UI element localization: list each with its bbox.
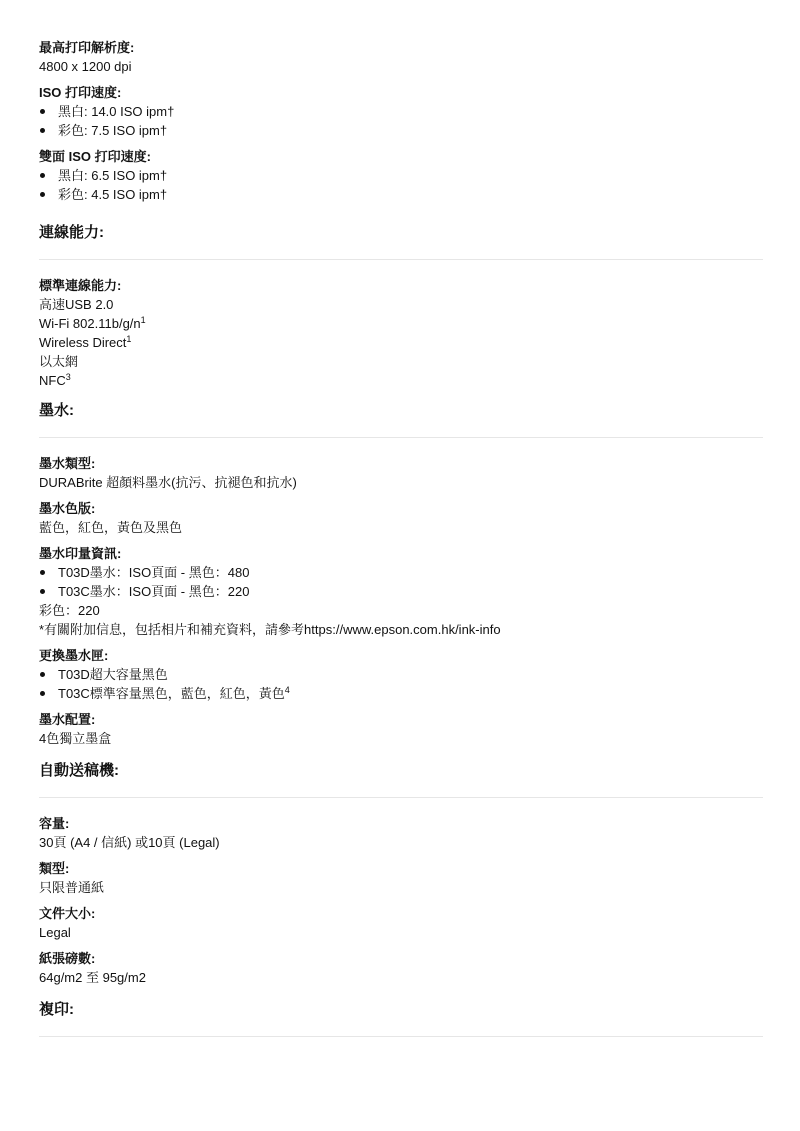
standard-connectivity-spec bbox=[39, 276, 763, 390]
ink-replacement-t03c: T03C標準容量黑色，藍色，紅色，黃色$^4$ bbox=[39, 684, 763, 703]
duplex-speed-spec bbox=[39, 147, 763, 204]
adf-type-spec bbox=[39, 859, 763, 897]
connectivity-wireless-direct: Wireless Direct$^1$ bbox=[39, 334, 132, 350]
adf-paper-weight-label: 紙張磅數: bbox=[39, 951, 96, 966]
adf-type-label: 類型: bbox=[39, 861, 70, 876]
ink-yield-t03d: T03D墨水：ISO頁面 - 黑色：480 bbox=[39, 563, 763, 582]
ink-yield-note: *有關附加信息，包括相片和補充資料，請參考https://www.epson.com.hk/ink-info bbox=[39, 622, 501, 637]
section-divider bbox=[39, 1036, 763, 1037]
adf-paper-weight-value: 64g/m2 至 95g/m2 bbox=[39, 970, 146, 985]
adf-type-value: 只限普通紙 bbox=[39, 880, 105, 895]
section-divider bbox=[39, 797, 763, 798]
adf-doc-size-label: 文件大小: bbox=[39, 906, 96, 921]
spec-sheet bbox=[39, 38, 763, 1053]
section-divider bbox=[39, 259, 763, 260]
iso-speed-label: ISO 打印速度: bbox=[39, 85, 122, 100]
footnote-marker: 3 bbox=[65, 372, 71, 382]
ink-yield-list bbox=[39, 563, 763, 601]
connectivity-nfc: NFC$^3$ bbox=[39, 372, 71, 388]
connectivity-ethernet: 以太網 bbox=[39, 354, 79, 369]
connectivity-wifi: Wi-Fi $802.11b/g/n^1$ bbox=[39, 315, 146, 331]
max-resolution-spec bbox=[39, 38, 763, 76]
footnote-marker: 1 bbox=[126, 334, 132, 344]
adf-capacity-spec bbox=[39, 814, 763, 852]
ink-yield-spec bbox=[39, 544, 763, 639]
ink-yield-label: 墨水印量資訊: bbox=[39, 546, 122, 561]
ink-config-label: 墨水配置: bbox=[39, 712, 96, 727]
ink-replacement-list bbox=[39, 665, 763, 703]
ink-colors-value: 藍色，紅色，黃色及黑色 bbox=[39, 520, 183, 535]
ink-type-value: DURABrite 超顏料墨水(抗污、抗褪色和抗水) bbox=[39, 475, 297, 490]
section-title-connectivity: 連線能力: bbox=[39, 224, 104, 241]
connectivity-usb: 高速USB 2.0 bbox=[39, 297, 114, 312]
section-title-adf: 自動送稿機: bbox=[39, 762, 119, 779]
duplex-speed-color: 彩色: 4.5 ISO ipm† bbox=[39, 185, 763, 204]
standard-connectivity-label: 標準連線能力: bbox=[39, 278, 122, 293]
duplex-speed-label: 雙面 ISO 打印速度: bbox=[39, 149, 151, 164]
max-resolution-label: 最高打印解析度: bbox=[39, 40, 135, 55]
ink-type-label: 墨水類型: bbox=[39, 456, 96, 471]
ink-type-spec bbox=[39, 454, 763, 492]
ink-yield-t03c: T03C墨水：ISO頁面 - 黑色：220 bbox=[39, 582, 763, 601]
footnote-marker: 1 bbox=[140, 315, 146, 325]
iso-speed-color: 彩色: 7.5 ISO ipm† bbox=[39, 121, 763, 140]
iso-speed-spec bbox=[39, 83, 763, 140]
adf-capacity-label: 容量: bbox=[39, 816, 70, 831]
ink-yield-color: 彩色：220 bbox=[39, 603, 100, 618]
ink-colors-spec bbox=[39, 499, 763, 537]
section-title-ink: 墨水: bbox=[39, 402, 74, 419]
ink-config-spec bbox=[39, 710, 763, 748]
ink-config-value: 4色獨立墨盒 bbox=[39, 731, 112, 746]
section-divider bbox=[39, 437, 763, 438]
adf-paper-weight-spec bbox=[39, 949, 763, 987]
adf-doc-size-spec bbox=[39, 904, 763, 942]
ink-replacement-label: 更換墨水匣: bbox=[39, 648, 109, 663]
footnote-marker: 4 bbox=[284, 685, 290, 695]
duplex-speed-list bbox=[39, 166, 763, 204]
section-title-copy: 複印: bbox=[39, 1001, 74, 1018]
iso-speed-mono: 黑白: 14.0 ISO ipm† bbox=[39, 102, 763, 121]
adf-capacity-value: 30頁 (A4 / 信紙) 或10頁 (Legal) bbox=[39, 835, 220, 850]
ink-replacement-t03d: T03D超大容量黑色 bbox=[39, 665, 763, 684]
iso-speed-list bbox=[39, 102, 763, 140]
duplex-speed-mono: 黑白: 6.5 ISO ipm† bbox=[39, 166, 763, 185]
max-resolution-value: 4800 x 1200 dpi bbox=[39, 59, 132, 74]
adf-doc-size-value: Legal bbox=[39, 925, 71, 940]
ink-replacement-spec bbox=[39, 646, 763, 703]
ink-colors-label: 墨水色版: bbox=[39, 501, 96, 516]
